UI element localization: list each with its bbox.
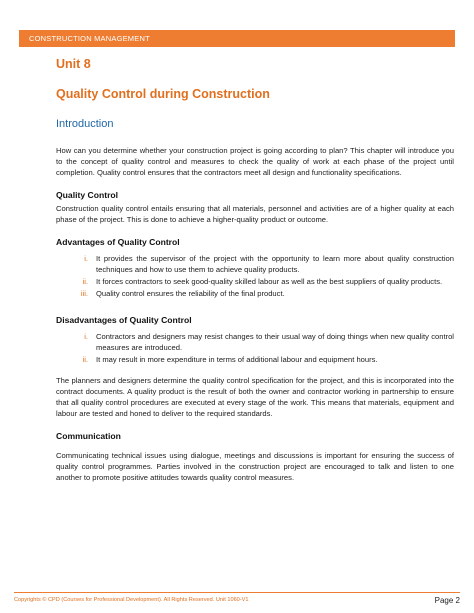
list-item-text: It provides the supervisor of the project with the opportunity to learn more about quality construction techniques and how to use them to achieve quality products. (96, 254, 454, 274)
list-numeral: i. (84, 254, 88, 263)
introduction-paragraph: How can you determine whether your construction project is going according to plan? This chapter will introduce you to the concept of quality control and measures to check the quality of work at each phase of the project until completion. Quality control ensures that the contractors meet all design and functionality specifications. (56, 146, 454, 177)
header-label: CONSTRUCTION MANAGEMENT (29, 34, 150, 43)
list-numeral: iii. (80, 289, 88, 298)
communication-heading: Communication (56, 431, 121, 441)
header-bar (19, 30, 455, 47)
disadvantages-list (56, 331, 454, 365)
list-item-text: Contractors and designers may resist changes to their usual way of doing things when new quality control measures are introduced. (96, 332, 454, 352)
communication-paragraph: Communicating technical issues using dialogue, meetings and discussions is important for ensuring the success of quality control programmes. Parties involved in the construction project are encouraged to talk and listen to one another to promote positive attitudes towards quality control measures. (56, 451, 454, 482)
advantages-heading: Advantages of Quality Control (56, 237, 180, 247)
page-number: Page 2 (434, 595, 460, 605)
disadvantages-closing-paragraph: The planners and designers determine the quality control specification for the project, and this is incorporated into the contract documents. A quality product is the result of both the owner and contractor working in partnership to ensure that all quality control procedures are executed at every stage of the work. This means that materials, equipment and labour are tested and honed to deliver to the required standards. (56, 376, 454, 418)
list-item (56, 288, 454, 299)
document-body (56, 56, 454, 483)
list-numeral: ii. (82, 355, 88, 364)
list-item-text: It may result in more expenditure in terms of additional labour and equipment hours. (96, 355, 378, 364)
disadvantages-heading: Disadvantages of Quality Control (56, 315, 192, 325)
list-item (56, 331, 454, 353)
list-item (56, 253, 454, 275)
list-item (56, 276, 454, 287)
copyright-notice: Copyrights © CPD (Courses for Professional Development). All Rights Reserved. Unit 1060-V1 (14, 597, 249, 603)
list-numeral: i. (84, 332, 88, 341)
page-footer (14, 593, 460, 607)
quality-control-paragraph: Construction quality control entails ensuring that all materials, personnel and activities are of a higher quality at each phase of the project. This is done to achieve a higher-quality product or outcome. (56, 204, 454, 224)
list-item-text: Quality control ensures the reliability of the final product. (96, 289, 285, 298)
chapter-title: Quality Control during Construction (56, 87, 270, 101)
unit-title: Unit 8 (56, 57, 91, 71)
list-item-text: It forces contractors to seek good-quality skilled labour as well as the best suppliers of quality products. (96, 277, 443, 286)
quality-control-heading: Quality Control (56, 190, 119, 200)
list-numeral: ii. (82, 277, 88, 286)
advantages-list (56, 253, 454, 299)
introduction-heading: Introduction (56, 118, 114, 130)
list-item (56, 354, 454, 365)
